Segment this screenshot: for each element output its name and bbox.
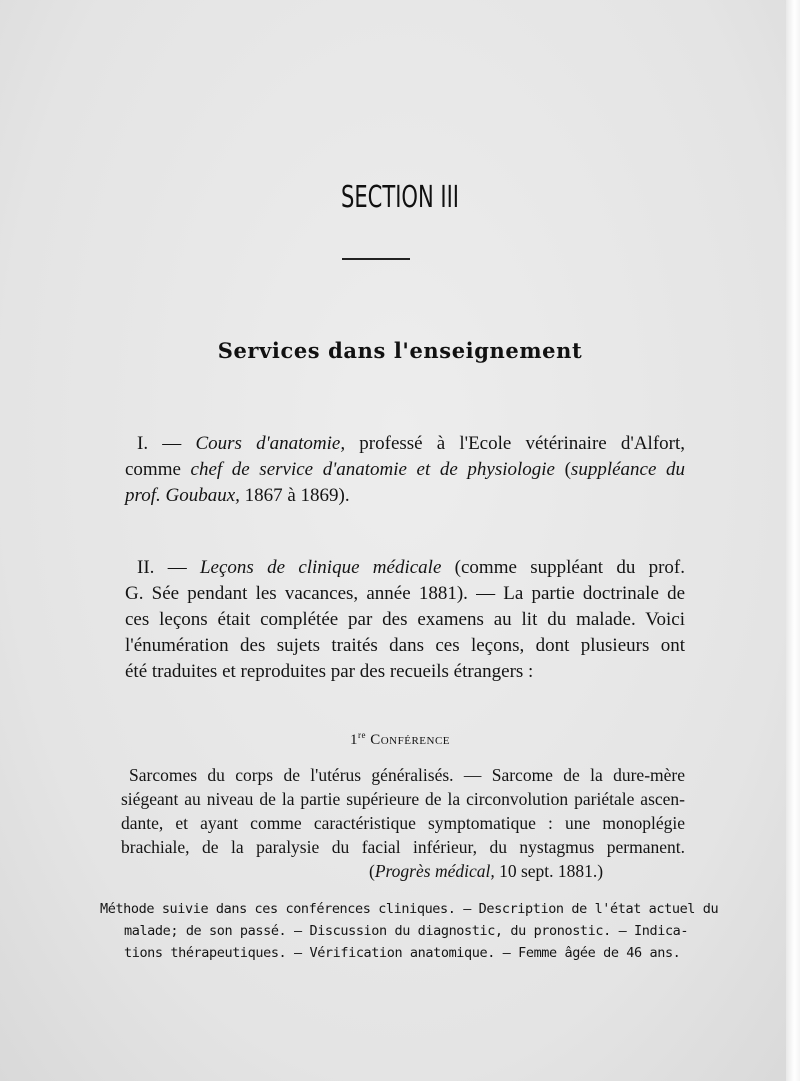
conf-line-4: brachiale, de la paralysie du facial inférieur, du nystagmus permanent. bbox=[121, 837, 685, 857]
item-1-line-2: comme chef de service d'anatomie et de physiologie (suppléance du bbox=[125, 459, 685, 480]
note-line-3: tions thérapeutiques. — Vérification anatomique. — Femme âgée de 46 ans. bbox=[124, 945, 681, 961]
item-2-paragraph bbox=[125, 555, 685, 685]
item-2-line-4: l'énumération des sujets traités dans ces leçons, dont plusieurs ont bbox=[125, 635, 685, 656]
conf-line-2: siégeant au niveau de la partie supérieure de la circonvolution pariétale ascen- bbox=[121, 789, 685, 809]
note-line-2: malade; de son passé. — Discussion du diagnostic, du pronostic. — Indica- bbox=[124, 923, 689, 939]
section-heading: Services dans l'enseignement bbox=[217, 338, 583, 363]
conference-text bbox=[121, 763, 685, 883]
conference-heading: 1re Conférence bbox=[349, 730, 451, 748]
item-2-line-3: ces leçons était complétée par des examens au lit du malade. Voici bbox=[125, 609, 685, 630]
item-1-paragraph bbox=[125, 431, 685, 509]
title-rule bbox=[342, 258, 410, 260]
section-title: SECTION III bbox=[340, 180, 460, 215]
note-line-1: Méthode suivie dans ces conférences cliniques. — Description de l'état actuel du bbox=[100, 901, 719, 917]
conf-line-3: dante, et ayant comme caractéristique symptomatique : une monoplégie bbox=[121, 813, 685, 833]
conf-reference: (Progrès médical, 10 sept. 1881.) bbox=[369, 861, 604, 881]
conf-line-1: Sarcomes du corps de l'utérus généralisés. — Sarcome de la dure-mère bbox=[129, 765, 685, 785]
item-2-line-2: G. Sée pendant les vacances, année 1881). — La partie doctrinale de bbox=[125, 583, 685, 604]
item-2-line-5: été traduites et reproduites par des recueils étrangers : bbox=[125, 661, 534, 682]
method-note bbox=[100, 898, 719, 964]
item-2-line-1: II. — Leçons de clinique médicale (comme suppléant du prof. bbox=[137, 557, 686, 578]
page-edge bbox=[786, 0, 800, 1081]
item-1-line-3: prof. Goubaux, 1867 à 1869). bbox=[125, 485, 350, 506]
item-1-line-1: I. — Cours d'anatomie, professé à l'Ecole vétérinaire d'Alfort, bbox=[137, 433, 686, 454]
